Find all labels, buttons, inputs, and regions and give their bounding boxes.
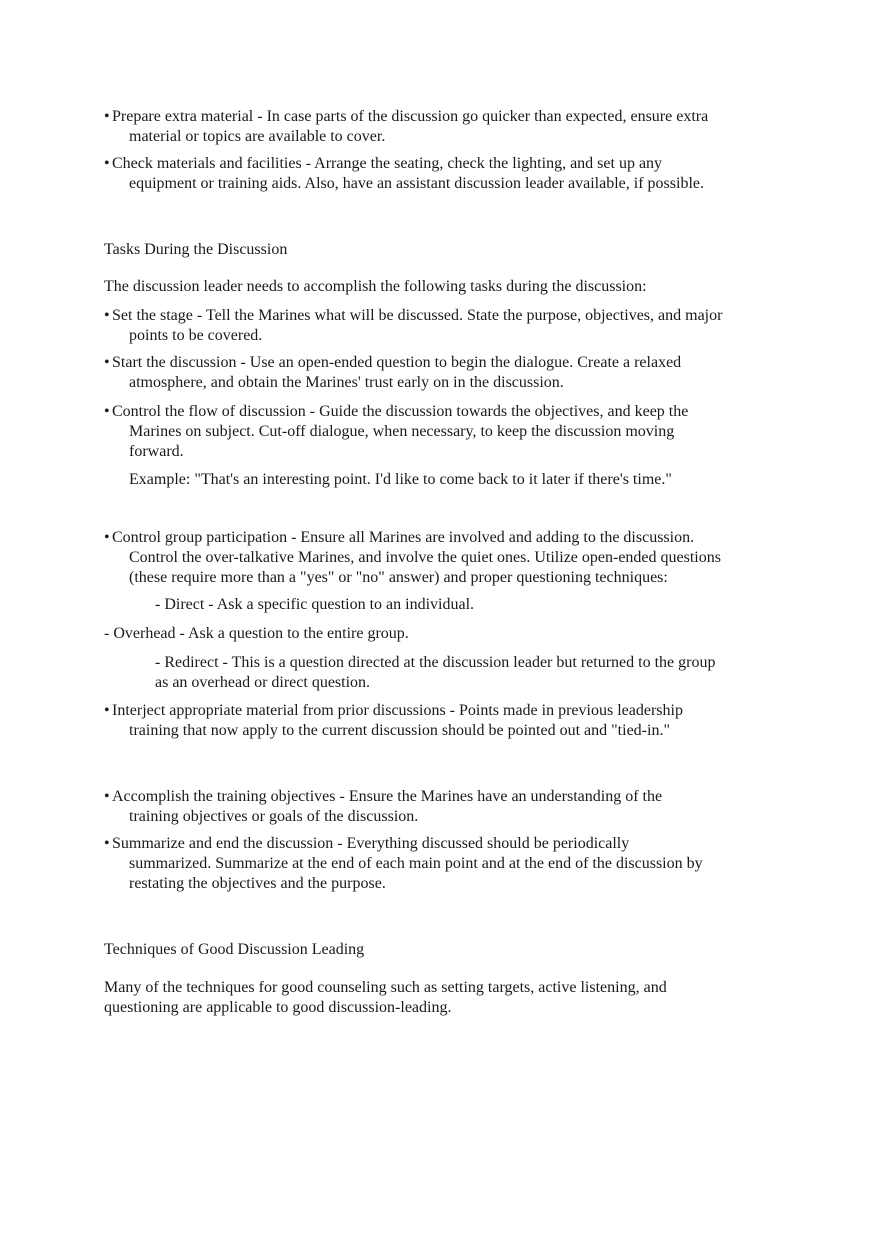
- bullet-item: [104, 154, 704, 194]
- section-heading: [104, 940, 364, 960]
- text-line: Techniques of Good Discussion Leading: [104, 941, 365, 958]
- text-line: Tasks During the Discussion: [104, 241, 288, 258]
- text: Control group participation - Ensure all Marines are involved and adding to the discussion.: [112, 529, 695, 546]
- text-line: material or topics are available to cover.: [129, 127, 386, 145]
- text-line: [104, 306, 722, 326]
- text-line: questioning are applicable to good discussion-leading.: [104, 998, 452, 1016]
- bullet-icon: •: [104, 529, 110, 546]
- text-line: as an overhead or direct question.: [155, 673, 371, 691]
- paragraph: [104, 470, 672, 490]
- text-line: (these require more than a "yes" or "no" answer) and proper questioning techniques:: [129, 568, 668, 586]
- bullet-icon: •: [104, 354, 110, 371]
- text-line: Many of the techniques for good counseling such as setting targets, active listening, and: [104, 979, 667, 996]
- text-line: training that now apply to the current discussion should be pointed out and "tied-in.": [129, 721, 670, 739]
- section-heading: [104, 240, 287, 260]
- text: Control the flow of discussion - Guide the discussion towards the objectives, and keep the: [112, 403, 689, 420]
- text-line: training objectives or goals of the discussion.: [129, 807, 419, 825]
- bullet-item: [104, 353, 681, 393]
- text-line: - Direct - Ask a specific question to an individual.: [155, 596, 475, 613]
- text-line: summarized. Summarize at the end of each main point and at the end of the discussion by: [129, 854, 703, 872]
- bullet-item: [104, 528, 721, 587]
- text-line: The discussion leader needs to accomplish the following tasks during the discussion:: [104, 278, 647, 295]
- bullet-icon: •: [104, 307, 110, 324]
- text-line: points to be covered.: [129, 326, 263, 344]
- text: Accomplish the training objectives - Ensure the Marines have an understanding of the: [112, 788, 663, 805]
- text-line: [104, 353, 681, 373]
- bullet-icon: •: [104, 155, 110, 172]
- text-line: [104, 787, 662, 807]
- bullet-icon: •: [104, 702, 110, 719]
- bullet-item: [104, 787, 662, 827]
- paragraph: [155, 653, 715, 693]
- text-line: Control the over-talkative Marines, and involve the quiet ones. Utilize open-ended questions: [129, 548, 721, 566]
- text-line: - Overhead - Ask a question to the entire group.: [104, 625, 409, 642]
- text-line: [104, 154, 704, 174]
- text-line: [104, 402, 688, 422]
- text: Prepare extra material - In case parts of the discussion go quicker than expected, ensure extra: [112, 108, 709, 125]
- text: Set the stage - Tell the Marines what will be discussed. State the purpose, objectives, and major: [112, 307, 723, 324]
- text-line: [104, 528, 721, 548]
- bullet-item: [104, 834, 703, 893]
- bullet-item: [104, 306, 722, 346]
- paragraph: [104, 277, 647, 297]
- text: Summarize and end the discussion - Everything discussed should be periodically: [112, 835, 630, 852]
- text-line: restating the objectives and the purpose.: [129, 874, 386, 892]
- bullet-icon: •: [104, 788, 110, 805]
- bullet-icon: •: [104, 835, 110, 852]
- bullet-item: [104, 107, 708, 147]
- text-line: forward.: [129, 442, 184, 460]
- paragraph: [104, 978, 667, 1018]
- bullet-icon: •: [104, 403, 110, 420]
- text-line: Example: "That's an interesting point. I'd like to come back to it later if there's time.": [129, 471, 672, 488]
- text: Interject appropriate material from prior discussions - Points made in previous leadership: [112, 702, 683, 719]
- text-line: Marines on subject. Cut-off dialogue, when necessary, to keep the discussion moving: [129, 422, 675, 440]
- text: Check materials and facilities - Arrange the seating, check the lighting, and set up any: [112, 155, 663, 172]
- paragraph: [104, 624, 409, 644]
- bullet-item: [104, 701, 683, 741]
- text-line: [104, 107, 708, 127]
- bullet-item: [104, 402, 688, 461]
- text-line: - Redirect - This is a question directed at the discussion leader but returned to the group: [155, 654, 716, 671]
- text-line: [104, 701, 683, 721]
- text-line: atmosphere, and obtain the Marines' trust early on in the discussion.: [129, 373, 564, 391]
- bullet-icon: •: [104, 108, 110, 125]
- text-line: [104, 834, 703, 854]
- text-line: equipment or training aids. Also, have an assistant discussion leader available, if possible.: [129, 174, 704, 192]
- paragraph: [155, 595, 474, 615]
- text: Start the discussion - Use an open-ended question to begin the dialogue. Create a relaxed: [112, 354, 682, 371]
